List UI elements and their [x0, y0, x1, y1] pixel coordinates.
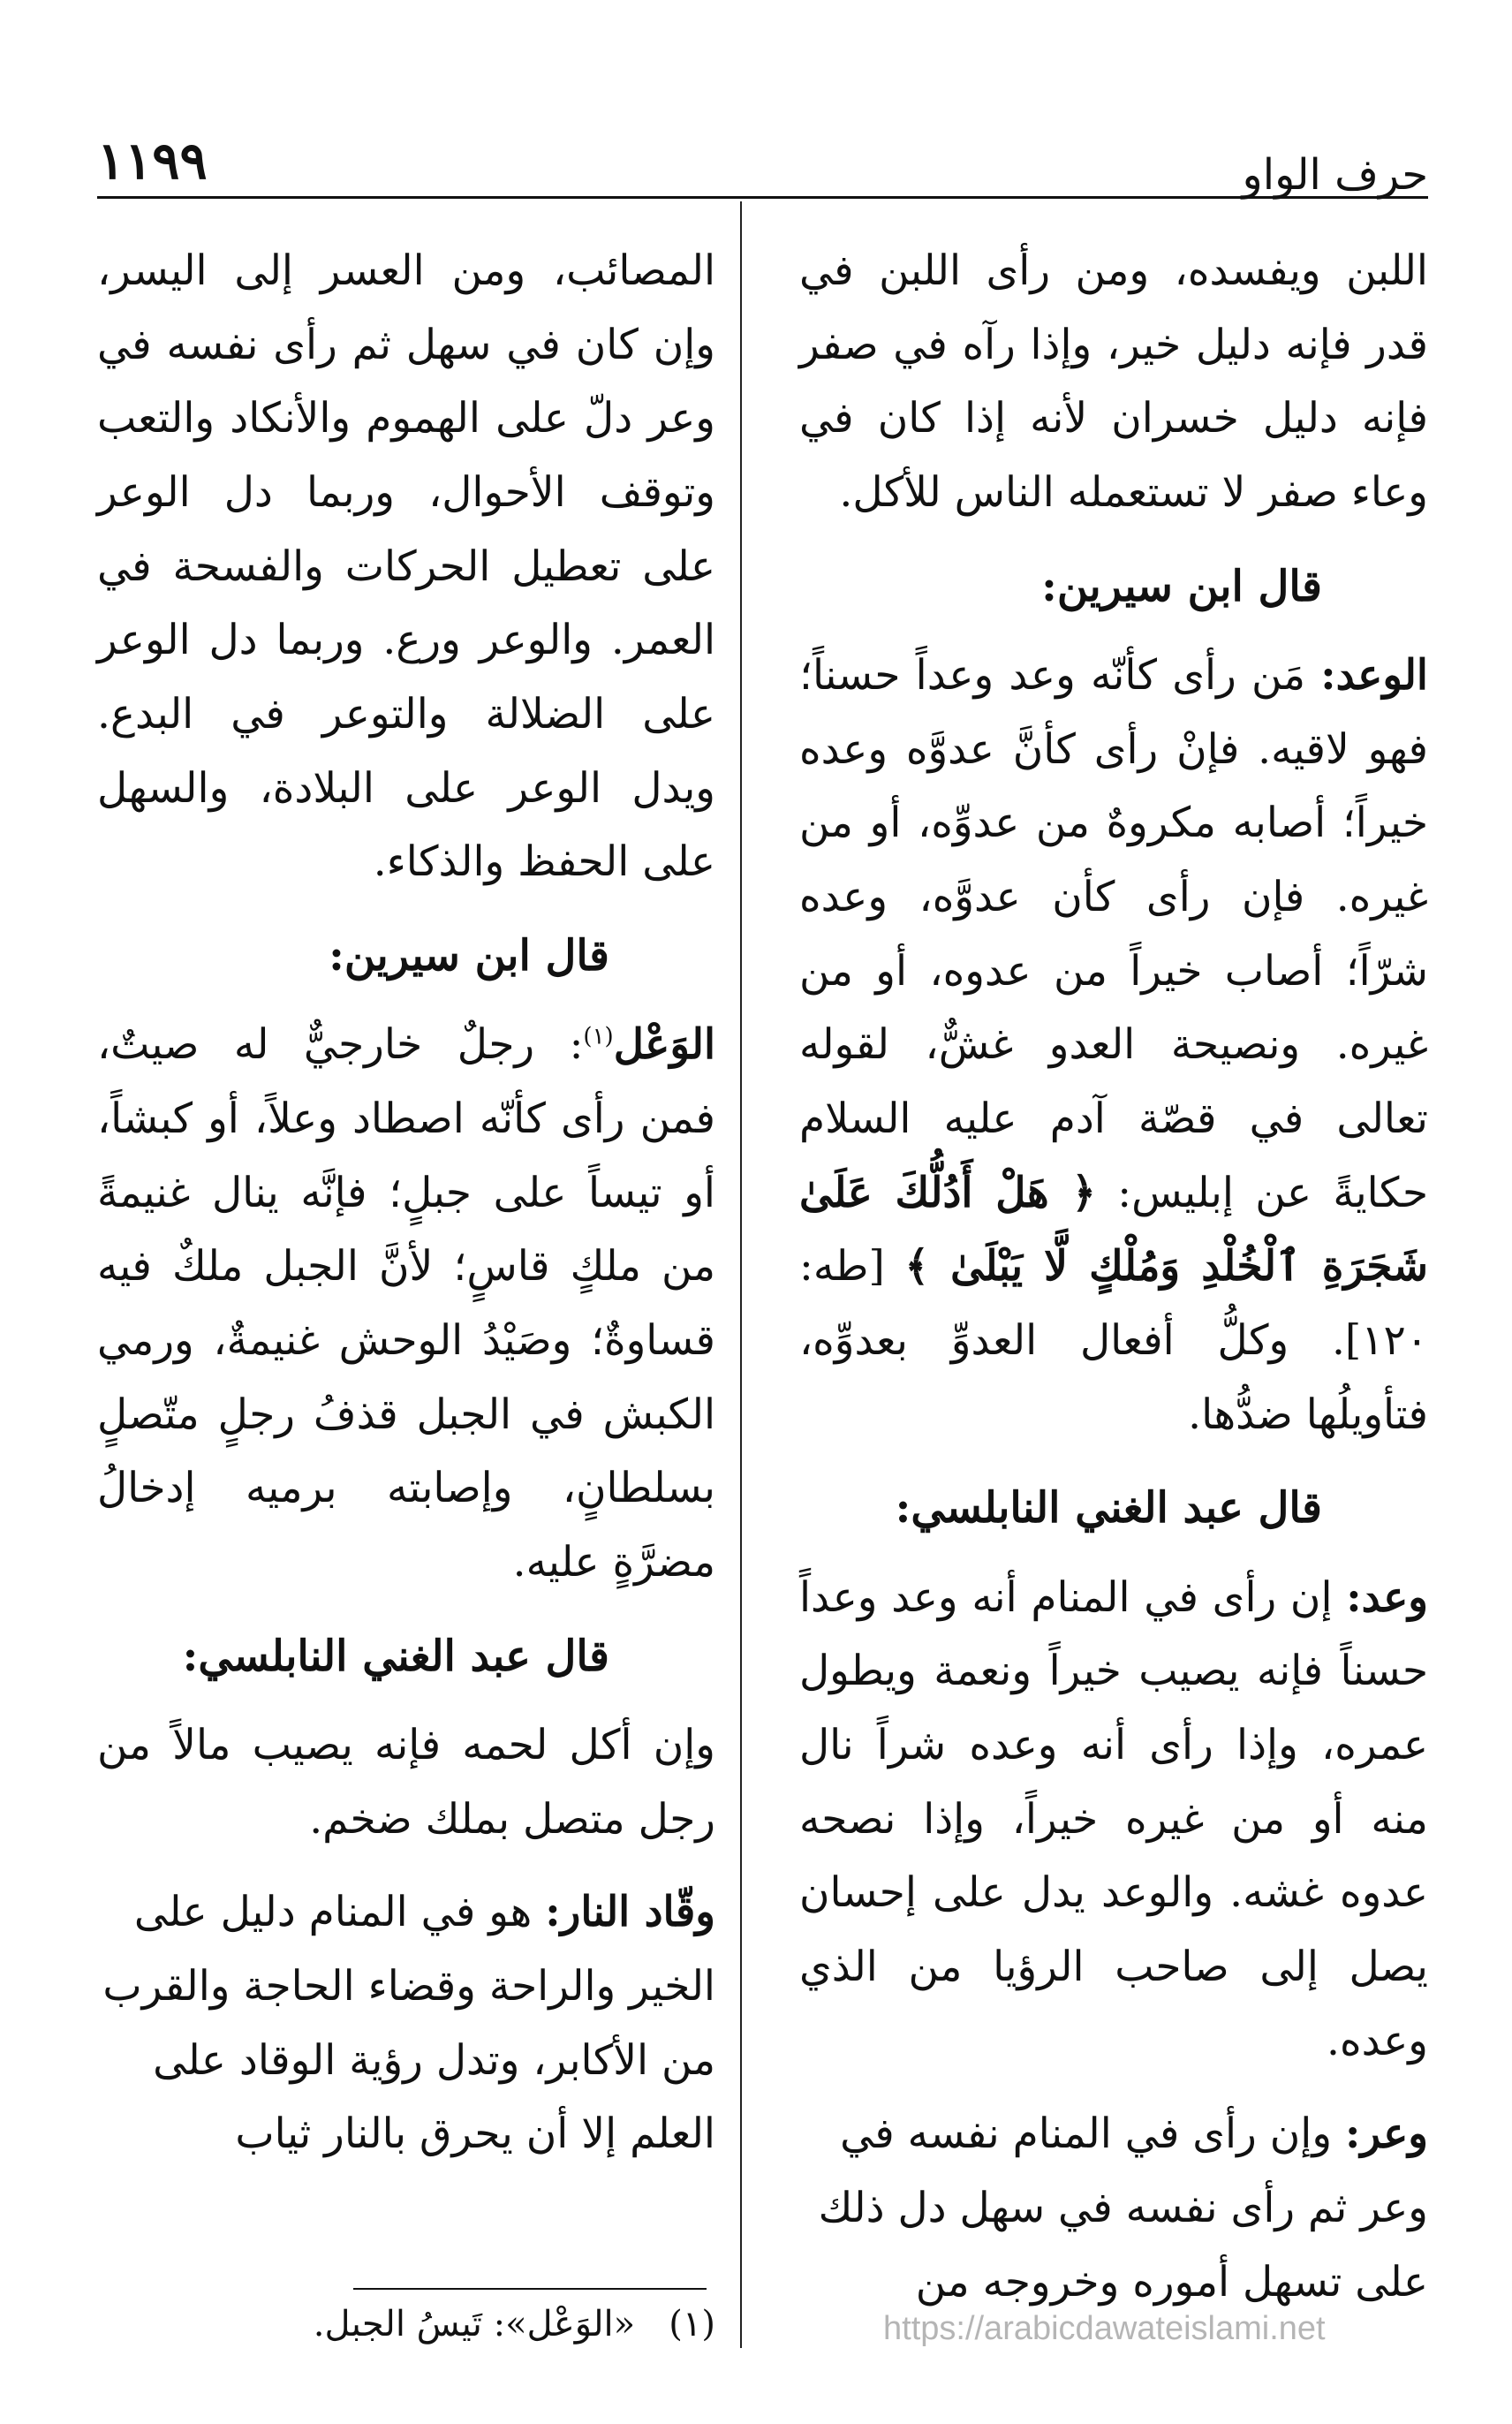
footnote-text: «الوَعْل»: تَيسُ الجبل.	[313, 2304, 636, 2344]
footnote	[97, 2304, 715, 2344]
entry-term: وعر:	[1344, 2110, 1428, 2159]
right-column	[799, 234, 1428, 2338]
entry-text: مَن رأى كأنّه وعد وعداً حسناً؛ فهو لاقيه. فإنْ رأى كأنَّ عدوَّه وعده خيراً؛ أصابه مكروهٌ من عدوِّه، أو من غيره. فإن رأى كأن عدوَّه، وعده شرّاً؛ أصاب خيراً من عدوه، أو من غيره. ونصيحة العدو غشٌّ، لقوله تعالى في قصّة آدم عليه السلام حكايةً عن إبليس:	[799, 651, 1429, 1217]
paragraph	[799, 1561, 1428, 2079]
footnote-marker: (١)	[583, 1023, 614, 1050]
section-heading: قال عبد الغني النابلسي:	[182, 1631, 609, 1681]
entry-term: الوعد:	[1320, 651, 1428, 701]
paragraph	[799, 639, 1428, 1451]
paragraph: وإن أكل لحمه فإنه يصيب مالاً من رجل متصل بملك ضخم.	[97, 1721, 715, 1844]
paragraph: اللبن ويفسده، ومن رأى اللبن في قدر فإنه دليل خير، وإذا رآه في صفر فإنه دليل خسران لأنه إذا كان في وعاء صفر لا تستعمله الناس للأكل.	[799, 246, 1428, 517]
paragraph: المصائب، ومن العسر إلى اليسر، وإن كان في سهل ثم رأى نفسه في وعر دلّ على الهموم والأنكاد والتعب وتوقف الأحوال، وربما دل الوعر على تعطيل الحركات والفسحة في العمر. والوعر ورع. وربما دل الوعر على الضلالة والتوعر في البدع. ويدل الوعر على البلادة، والسهل على الحفظ والذكاء.	[97, 246, 715, 887]
header-divider	[97, 196, 1428, 199]
paragraph	[97, 1008, 715, 1599]
footnote-divider	[353, 2288, 707, 2290]
section-heading: قال ابن سيرين:	[1041, 561, 1322, 611]
entry-text: [طه: ١٢٠]. وكلُّ أفعال العدوِّ بعدوِّه، فتأويلُها ضدُّها.	[799, 1242, 1428, 1439]
watermark-url: https://arabicdawateislami.net	[883, 2310, 1326, 2347]
entry-text: : رجلٌ خارجيٌّ له صيتٌ، فمن رأى كأنّه اصطاد وعلاً، أو كبشاً، أو تيساً على جبلٍ؛ فإنَّه ينال غنيمةً من ملكٍ قاسٍ؛ لأنَّ الجبل ملكٌ فيه قساوةٌ؛ وصَيْدُ الوحش غنيمةٌ، ورمي الكبش في الجبل قذفُ رجلٍ متّصلٍ بسلطانٍ، وإصابته برميه إدخالُ مضرَّةٍ عليه.	[97, 1020, 715, 1587]
entry-text: هو في المنام دليل على الخير والراحة وقضاء الحاجة والقرب من الأكابر، وتدل رؤية الوقاد على العلم إلا أن يحرق بالنار ثياب	[102, 1888, 715, 2159]
paragraph	[799, 2097, 1428, 2319]
paragraph	[97, 1875, 715, 2171]
column-divider	[740, 201, 742, 2348]
section-heading: قال عبد الغني النابلسي:	[895, 1483, 1322, 1534]
entry-term: وعد:	[1346, 1572, 1428, 1622]
entry-term: الوَعْل	[613, 1020, 715, 1070]
entry-text: وإن رأى في المنام نفسه في وعر ثم رأى نفسه في سهل دل ذلك على تسهل أموره وخروجه من	[818, 2110, 1428, 2307]
quran-verse: ﴿ هَلْ أَدُلُّكَ عَلَىٰ شَجَرَةِ ٱلْخُلْدِ وَمُلْكٍ لَّا يَبْلَىٰ ﴾	[799, 1168, 1429, 1292]
entry-term: وقّاد النار:	[545, 1888, 715, 1937]
left-column	[97, 234, 715, 2191]
section-heading: قال ابن سيرين:	[329, 930, 609, 981]
page-number: ١١٩٩	[97, 131, 208, 191]
entry-text: إن رأى في المنام أنه وعد وعداً حسناً فإنه يصيب خيراً ونعمة ويطول عمره، وإذا رأى أنه وعده شراً نال منه أو من غيره خيراً، وإذا نصحه عدوه غشه. والوعد يدل على إحسان يصل إلى صاحب الرؤيا من الذي وعده.	[799, 1572, 1428, 2065]
chapter-title: حرف الواو	[1242, 150, 1428, 200]
footnote-number: (١)	[669, 2304, 715, 2344]
